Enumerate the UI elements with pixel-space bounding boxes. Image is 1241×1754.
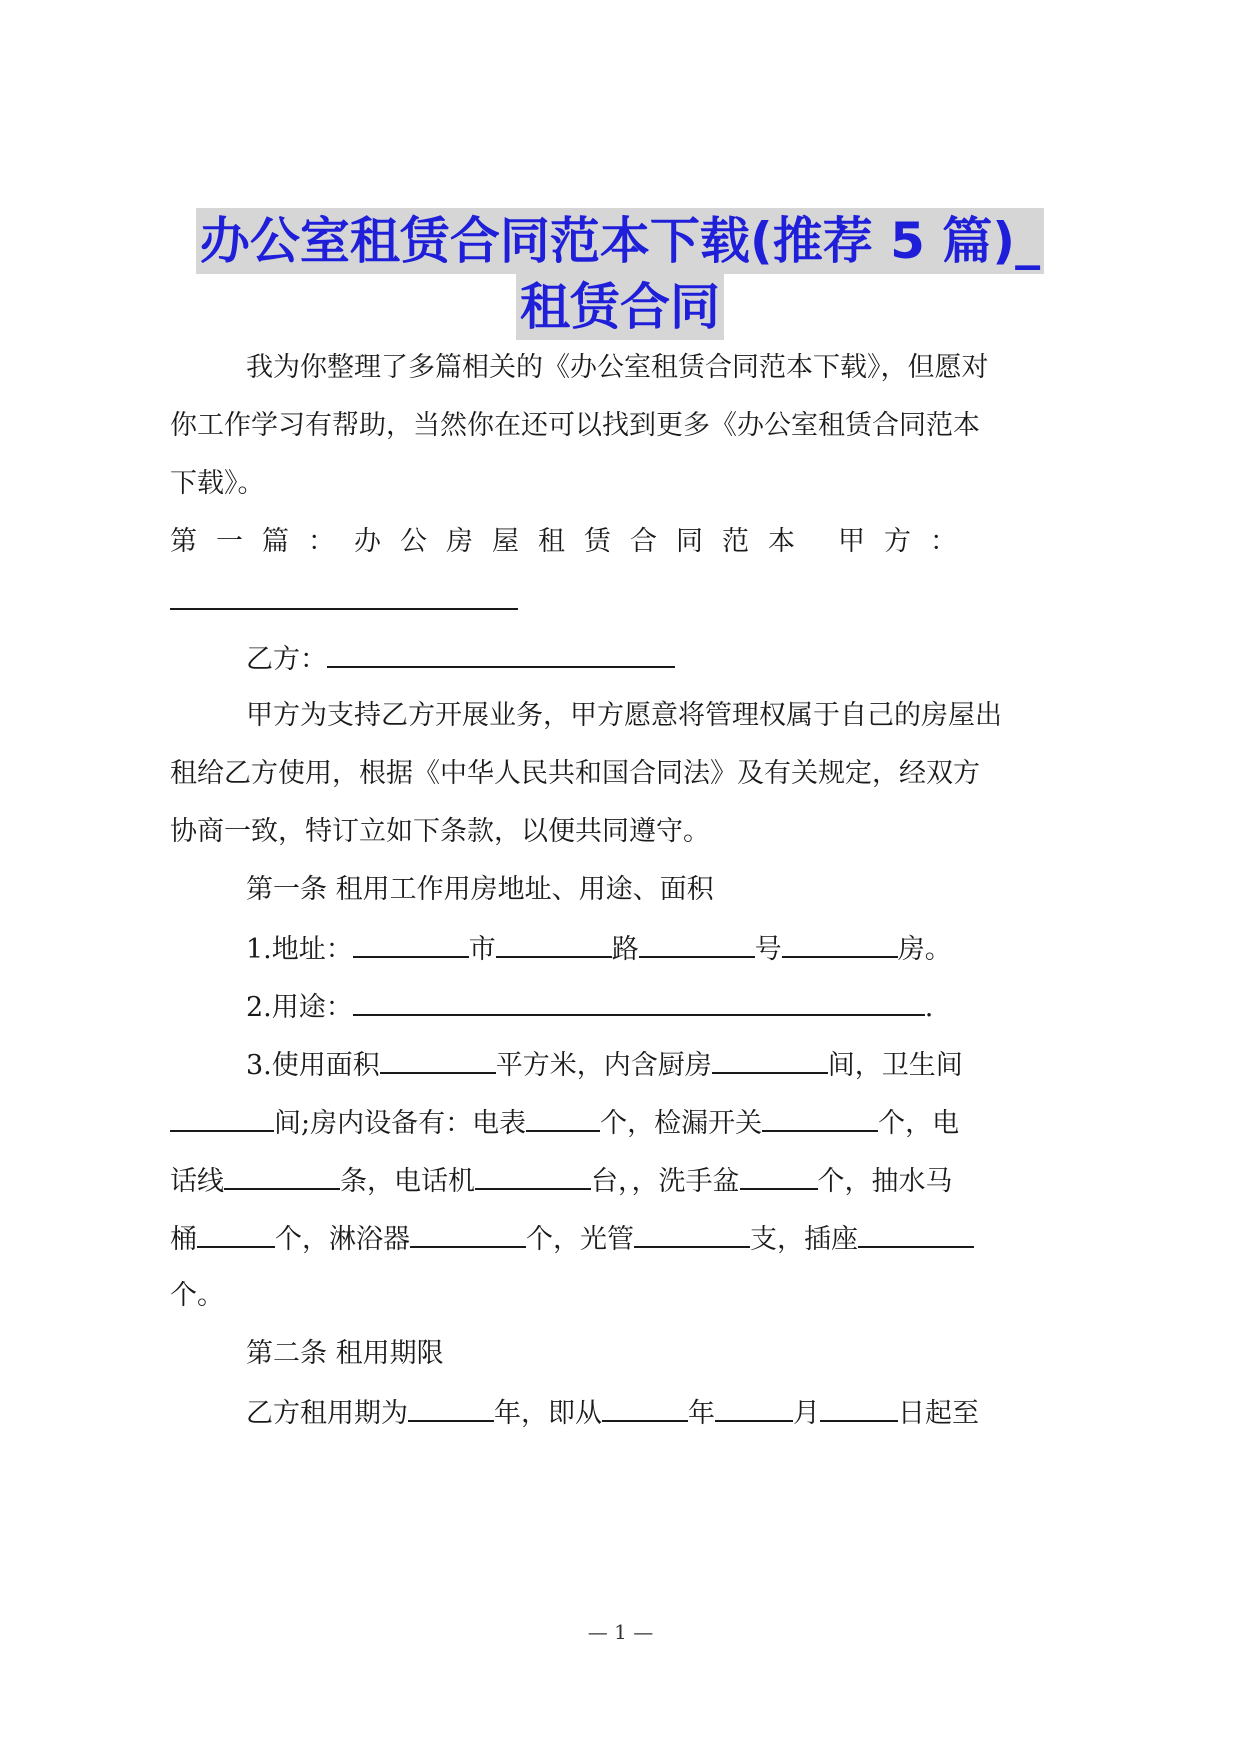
intro-line-2: 你工作学习有帮助，当然你在还可以找到更多《办公室租赁合同范本 — [170, 410, 980, 441]
article-1-heading: 第一条 租用工作用房地址、用途、面积 — [246, 874, 714, 905]
area-row-2 — [170, 1104, 959, 1140]
phone-line-blank[interactable] — [224, 1162, 340, 1190]
usage-end: . — [924, 992, 934, 1023]
socket-blank[interactable] — [858, 1220, 974, 1248]
phone-line-label: 话线 — [170, 1166, 224, 1197]
basin-label: 台，，洗手盆 — [591, 1166, 740, 1197]
title-line-2: 租赁合同 — [516, 274, 724, 340]
month-label: 月 — [793, 1398, 820, 1429]
toilet-label: 桶 — [170, 1224, 197, 1255]
area-label: 3.使用面积 — [246, 1050, 380, 1081]
day-label: 日起至 — [898, 1398, 979, 1429]
socket-label: 支，插座 — [750, 1224, 858, 1255]
usage-row — [246, 988, 933, 1024]
room-blank[interactable] — [782, 930, 898, 958]
shower-blank[interactable] — [410, 1220, 526, 1248]
year-label: 年 — [688, 1398, 715, 1429]
area-row-4 — [170, 1220, 974, 1256]
bathroom-label: 间，卫生间 — [827, 1050, 963, 1081]
kitchen-blank[interactable] — [712, 1046, 828, 1074]
leak-switch-blank[interactable] — [762, 1104, 878, 1132]
area-blank[interactable] — [380, 1046, 496, 1074]
start-year-blank[interactable] — [602, 1394, 688, 1422]
toilet-blank[interactable] — [197, 1220, 275, 1248]
lease-period-label: 乙方租用期为 — [246, 1398, 408, 1429]
number-text: 号 — [754, 934, 782, 965]
intro-line-3: 下载》。 — [170, 468, 265, 499]
start-day-blank[interactable] — [820, 1394, 898, 1422]
kitchen-label: 平方米，内含厨房 — [495, 1050, 712, 1081]
party-a-blank-row — [170, 582, 518, 618]
page-number: — 1 — — [587, 1620, 654, 1644]
phone-label: 条，电话机 — [340, 1166, 475, 1197]
lease-period-row — [246, 1394, 979, 1430]
preamble-line-3: 协商一致，特订立如下条款，以便共同遵守。 — [170, 816, 710, 847]
leak-switch-label: 个，检漏开关 — [600, 1108, 763, 1139]
toilet-label-start: 个，抽水马 — [817, 1166, 953, 1197]
usage-blank[interactable] — [353, 988, 925, 1016]
meter-blank[interactable] — [526, 1104, 600, 1132]
lease-years-blank[interactable] — [408, 1394, 494, 1422]
road-blank[interactable] — [496, 930, 612, 958]
city-blank[interactable] — [353, 930, 469, 958]
phone-line-label-start: 个，电 — [878, 1108, 960, 1139]
basin-blank[interactable] — [740, 1162, 818, 1190]
number-blank[interactable] — [639, 930, 755, 958]
title-line-1: 办公室租赁合同范本下载(推荐 5 篇)_ — [196, 208, 1044, 274]
address-row — [246, 930, 952, 966]
party-b-label: 乙方： — [246, 644, 327, 675]
tube-blank[interactable] — [634, 1220, 750, 1248]
room-text: 房。 — [897, 934, 952, 965]
party-a-label: 甲方： — [838, 526, 976, 557]
usage-label: 2.用途： — [246, 992, 353, 1023]
area-row-5: 个。 — [170, 1280, 224, 1311]
address-label: 1.地址： — [246, 934, 353, 965]
area-row-3 — [170, 1162, 953, 1198]
article-2-heading: 第二条 租用期限 — [246, 1338, 444, 1369]
party-a-blank[interactable] — [170, 582, 518, 610]
preamble-line-1: 甲方为支持乙方开展业务，甲方愿意将管理权属于自己的房屋出 — [246, 700, 1002, 731]
tube-label: 个，光管 — [526, 1224, 634, 1255]
start-month-blank[interactable] — [715, 1394, 793, 1422]
phone-blank[interactable] — [475, 1162, 591, 1190]
road-text: 路 — [611, 934, 639, 965]
shower-label: 个，淋浴器 — [275, 1224, 410, 1255]
party-b-blank[interactable] — [327, 640, 675, 668]
meter-label: 间;房内设备有：电表 — [274, 1108, 527, 1139]
document-title — [150, 208, 1090, 340]
city-text: 市 — [468, 934, 496, 965]
section-heading: 第一篇：办公房屋租赁合同范本 — [170, 526, 814, 557]
area-row-1 — [246, 1046, 963, 1082]
intro-line-1: 我为你整理了多篇相关的《办公室租赁合同范本下载》，但愿对 — [246, 352, 989, 383]
preamble-line-2: 租给乙方使用，根据《中华人民共和国合同法》及有关规定，经双方 — [170, 758, 980, 789]
from-label: 年，即从 — [494, 1398, 602, 1429]
party-b-row — [246, 640, 675, 676]
bathroom-blank[interactable] — [170, 1104, 274, 1132]
